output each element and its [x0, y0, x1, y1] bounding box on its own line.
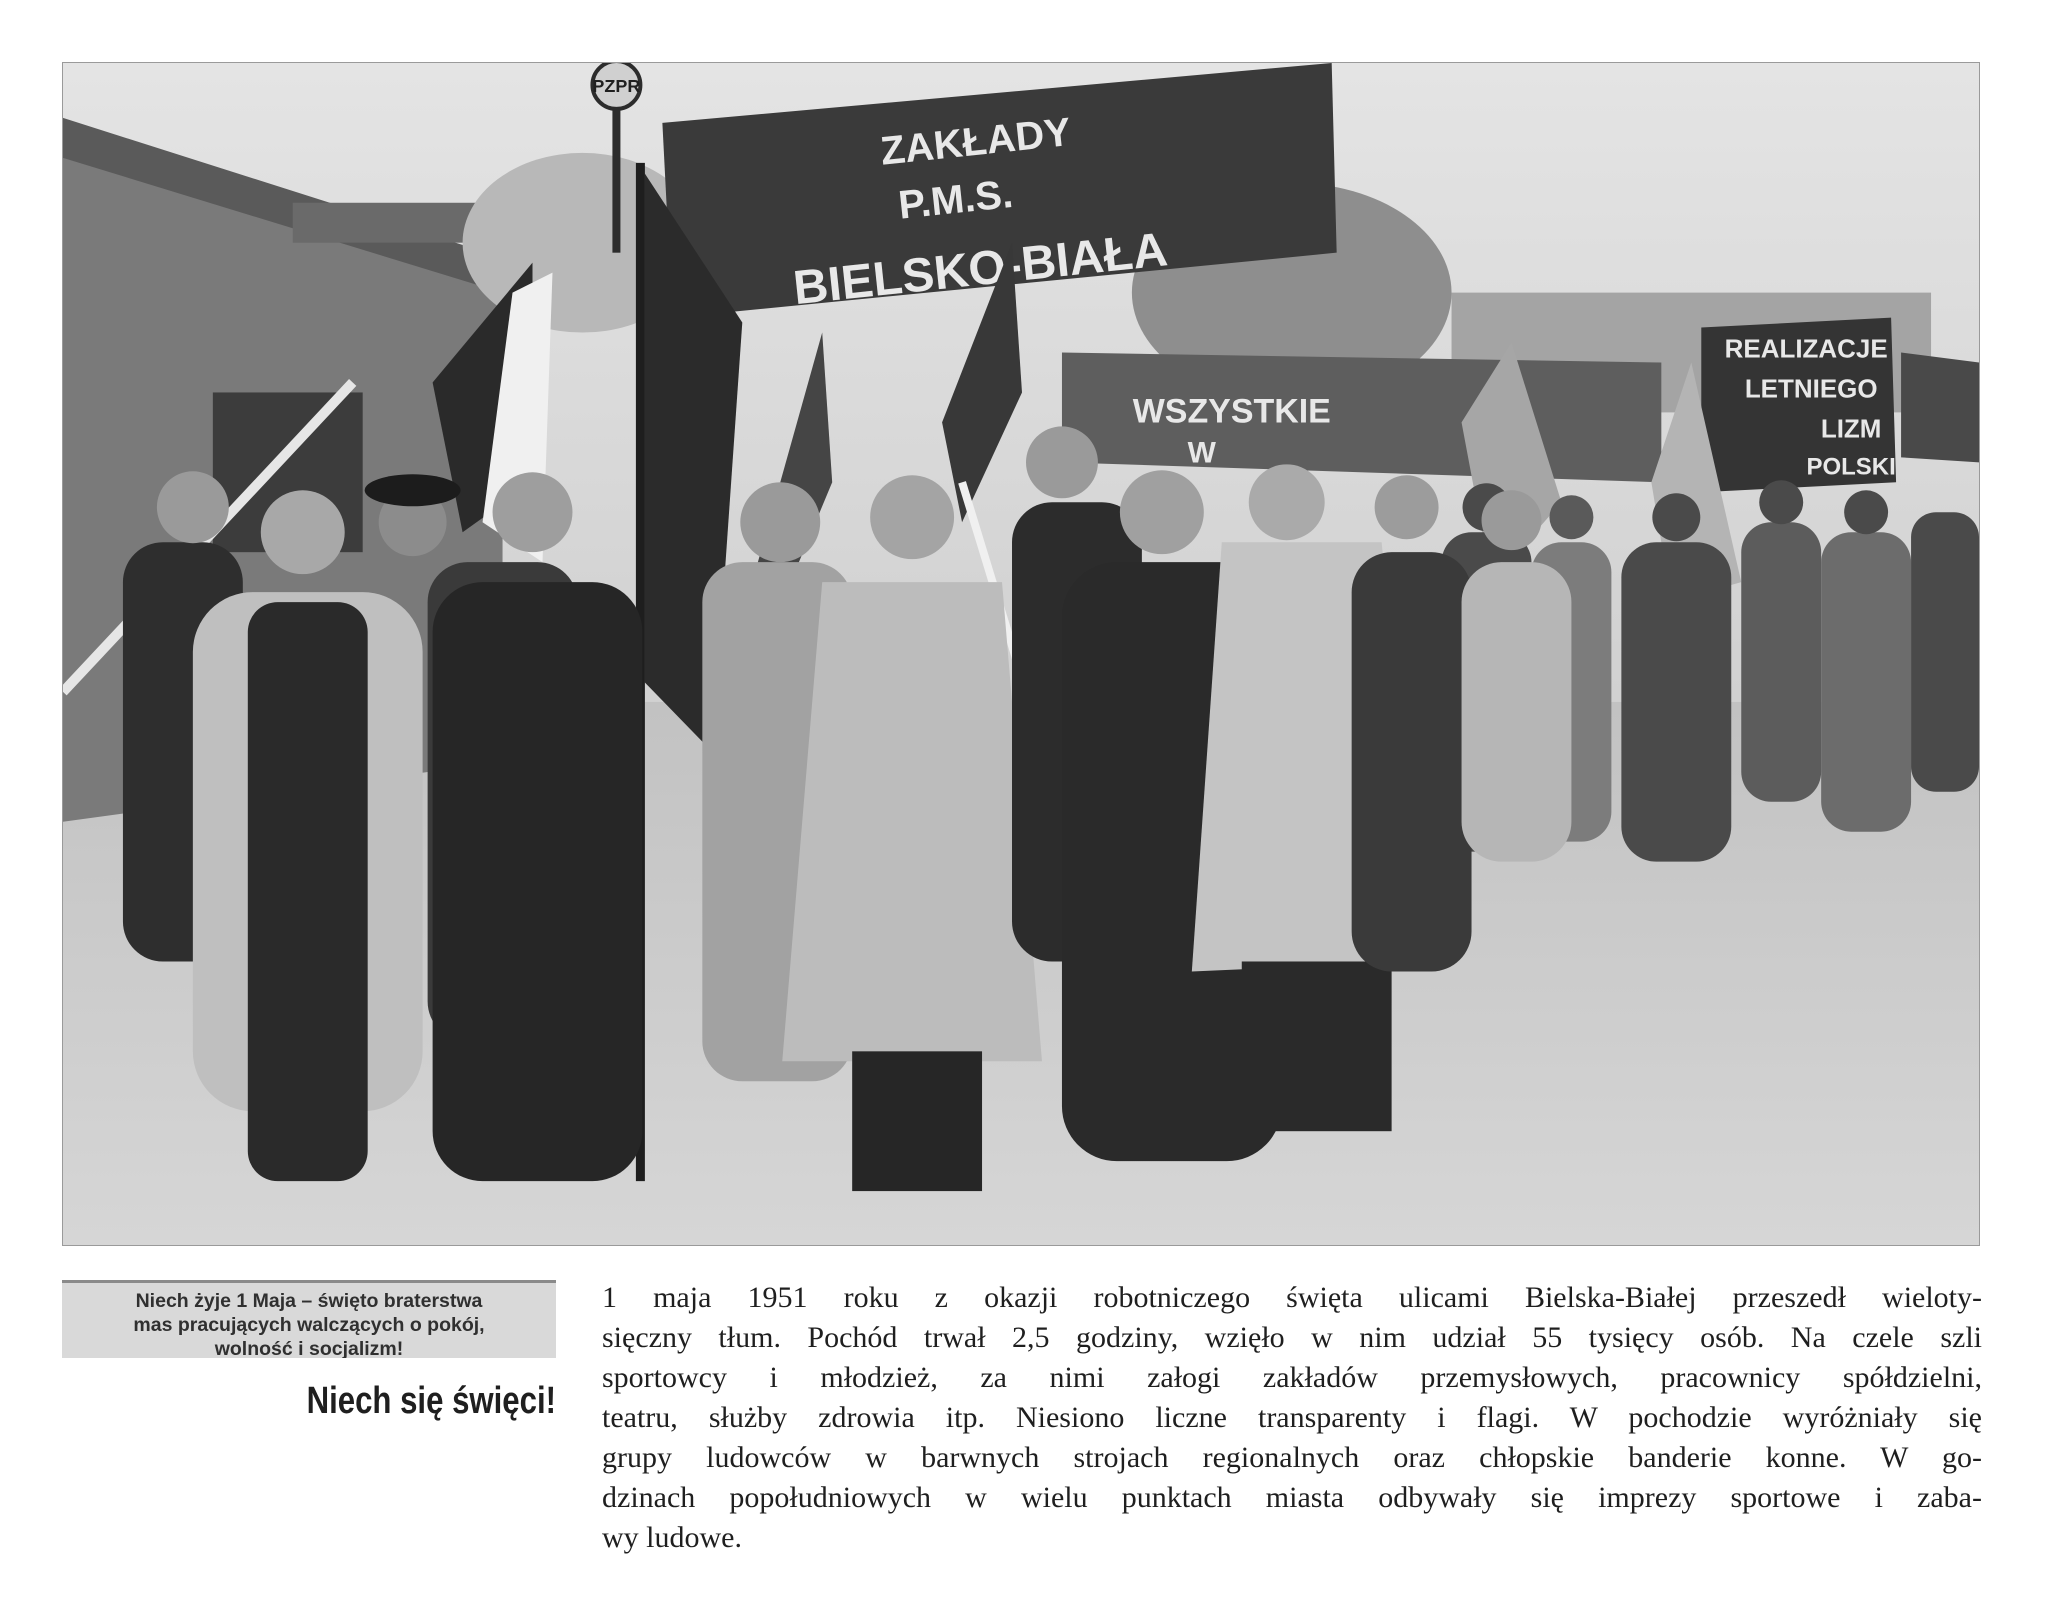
- caption-line: teatru, służby zdrowia itp. Niesiono liczne transparenty i flagi. W pochodzie wyróżniały się: [602, 1401, 1982, 1434]
- caption-line: grupy ludowców w barwnych strojach regionalnych oraz chłopskie banderie konne. W go-: [602, 1441, 1982, 1474]
- parade-photo-illustration: [63, 63, 1979, 1245]
- main-banner-line-1: ZAKŁADY: [878, 110, 1073, 174]
- clipping-line: wolność i socjalizm!: [214, 1338, 404, 1358]
- caption-line: sportowcy i młodzież, za nimi załogi zakładów przemysłowych, pracownicy spółdzielni,: [602, 1361, 1982, 1394]
- newspaper-clipping: [62, 1280, 556, 1358]
- right-banner-line-2: LETNIEGO: [1744, 373, 1878, 404]
- main-banner-line-3: BIELSKO-BIAŁA: [790, 223, 1170, 316]
- right-banner-line-3: LIZM: [1820, 413, 1882, 444]
- parade-photo: [62, 62, 1980, 1246]
- main-banner-line-2: P.M.S.: [896, 171, 1016, 228]
- caption-line: dzinach popołudniowych w wielu punktach miasta odbywały się imprezy sportowe i zaba-: [602, 1481, 1982, 1514]
- secondary-banner-line-1: WSZYSTKIE: [1132, 392, 1331, 431]
- secondary-banner: [1062, 353, 1661, 483]
- pole-sign-text: PZPR: [592, 75, 641, 96]
- clipping-line: mas pracujących walczących o pokój,: [133, 1314, 485, 1336]
- caption-line: sięczny tłum. Pochód trwał 2,5 godziny, wzięło w nim udział 55 tysięcy osób. Na czele szli: [602, 1321, 1982, 1354]
- clipping-line: Niech żyje 1 Maja – święto braterstwa: [135, 1290, 483, 1312]
- secondary-banner-line-2: W: [1187, 436, 1216, 470]
- right-banner-line-1: REALIZACJE: [1724, 333, 1888, 364]
- right-banner-line-4: POLSKI: [1806, 453, 1896, 481]
- section-heading: Niech się święci!: [306, 1380, 556, 1422]
- caption-text: [602, 1278, 1982, 1558]
- caption-line: wy ludowe.: [602, 1521, 742, 1554]
- caption-line: 1 maja 1951 roku z okazji robotniczego święta ulicami Bielska-Białej przeszedł wieloty-: [602, 1281, 1982, 1314]
